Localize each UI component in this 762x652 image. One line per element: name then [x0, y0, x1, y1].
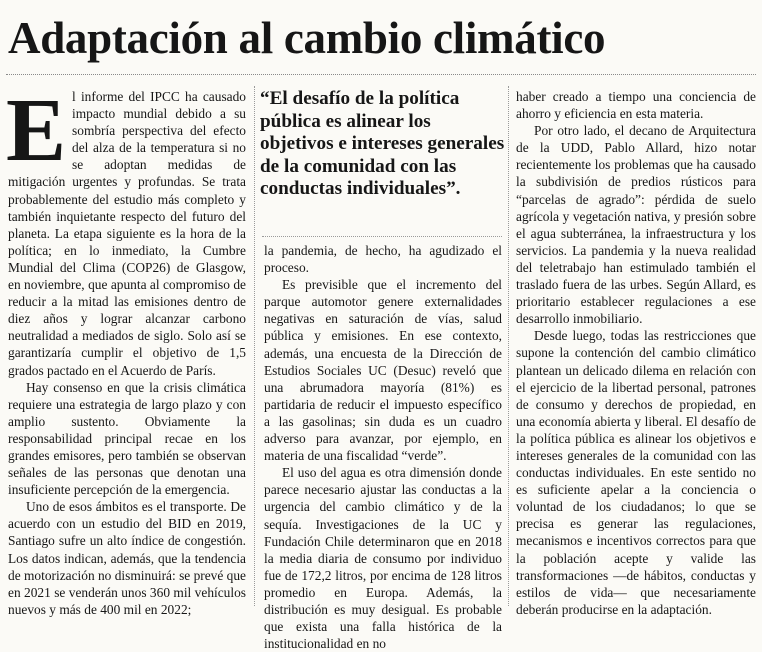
paragraph	[6, 81, 246, 379]
paragraph: haber creado a tiempo una conciencia de ahorro y eficiencia en esta materia.	[516, 89, 756, 122]
paragraph: Por otro lado, el decano de Arquitectura de la UDD, Pablo Allard, hizo notar recientemente los problemas que ha causado la subdivisión de predios rústicos para “parcelas de agrado”: pérdida de suelo agrícola y vegetación nativa, y presión sobre el agua subterránea, la infraestructura y los servicios. La pandemia y la nueva realidad del teletrabajo han estimulado también el traslado fuera de las urbes. Según Allard, es prioritario establecer regulaciones a ese desarrollo inmobiliario.	[516, 123, 756, 327]
paragraph: Es previsible que el incremento del parque automotor genere externalidades negativas en saturación de vías, salud pública y emisiones. En ese contexto, además, una encuesta de la Dirección de Estudios Sociales UC (Desuc) reveló que una abrumadora mayoría (81%) es partidaria de reducir el impuesto específico a las gasolinas; sin duda es un cuadro adverso para avanzar, por ejemplo, en materia de una fiscalidad “verde”.	[264, 277, 502, 464]
pull-quote: “El desafío de la política pública es alinear los objetivos e intereses generales de la comunidad con las conductas individuales”.	[260, 88, 505, 200]
column-2	[264, 242, 502, 652]
column-1	[6, 81, 246, 618]
column-divider	[254, 86, 255, 606]
pull-quote-rule	[262, 236, 502, 237]
column-3	[516, 88, 756, 618]
drop-cap: E	[6, 81, 67, 180]
headline: Adaptación al cambio climático	[8, 13, 606, 63]
paragraph: Hay consenso en que la crisis climática requiere una estrategia de largo plazo y con amplio sustento. Obviamente la responsabilidad principal recae en los grandes emisores, pero también se observan señales de las personas que denotan una insuficiente percepción de la emergencia.	[8, 379, 246, 498]
paragraph: Desde luego, todas las restricciones que supone la contención del cambio climático plantean un delicado dilema en relación con el ejercicio de la libertad personal, patrones de consumo y derechos de propiedad, en una economía abierta y liberal. El desafío de la política pública es alinear los objetivos e intereses generales de la comunidad con las conductas individuales. En este sentido no es suficiente apelar a la conciencia o voluntad de los ciudadanos; lo que se precisa es generar las regulaciones, mecanismos e incentivos correctos para que la población acepte y valide las transformaciones —de hábitos, conductas y estilos de vida— que necesariamente deberán producirse en la adaptación.	[516, 328, 756, 617]
paragraph: El uso del agua es otra dimensión donde parece necesario ajustar las conductas a la urgencia del cambio climático y de la sequía. Investigaciones de la UC y Fundación Chile determinaron que en 2018 la media diaria de consumo por individuo fue de 172,2 litros, por encima de 128 litros promedio en Europa. Además, la distribución es muy desigual. Es probable que exista una falla histórica de la institucionalidad en no	[264, 465, 502, 652]
paragraph: Uno de esos ámbitos es el transporte. De acuerdo con un estudio del BID en 2019, Santiago sufre un alto índice de congestión. Los datos indican, además, que la tendencia de motorización no disminuirá: se prevé que en 2021 se venderán unos 360 mil vehículos nuevos y más de 400 mil en 2022;	[8, 499, 246, 617]
paragraph-text: l informe del IPCC ha causado impacto mundial debido a su sombría perspectiva del efecto del alza de la temperatura si no se adoptan medidas de mitigación urgentes y profundas. Se trata probablemente del estudio más completo y también inquietante respecto del futuro del planeta. La etapa siguiente es la hora de la política; en lo inmediato, la Cumbre Mundial del Clima (COP26) de Glasgow, en noviembre, que apunta al compromiso de reducir a la mitad las emisiones dentro de diez años y lograr alcanzar carbono neutralidad a mediados de siglo. Solo así se garantizaría cumplir el objetivo de 1,5 grados pactado en el Acuerdo de París.	[8, 89, 246, 378]
paragraph: la pandemia, de hecho, ha agudizado el proceso.	[264, 243, 502, 276]
headline-rule	[6, 74, 756, 75]
column-divider	[508, 86, 509, 606]
